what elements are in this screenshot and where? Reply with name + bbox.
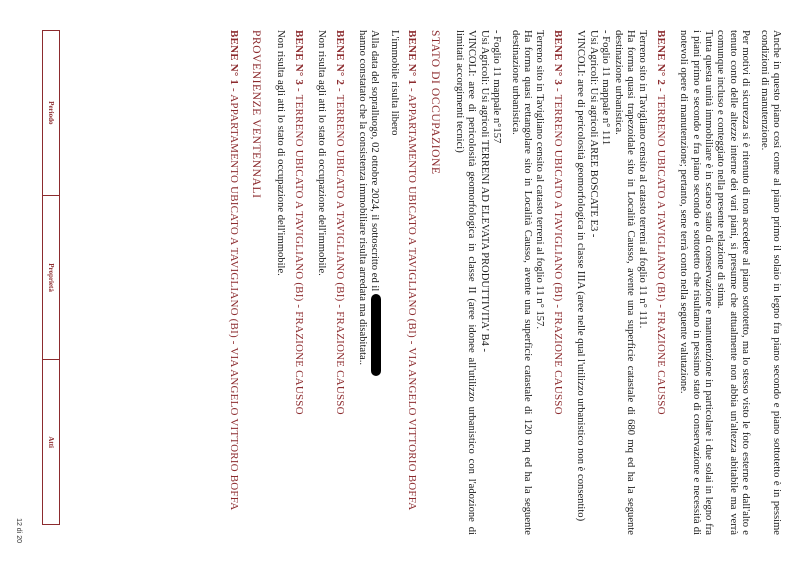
table-header-periodo: Periodo [43,31,59,196]
heading-bene-3: BENE N° 3 - TERRENO UBICATO A TAVIGLIANO (BI) - FRAZIONE CAUSSO [551,30,564,415]
bene-3-line: Terreno sito in Tavigliano censito al catasto terreni al foglio 11 n° 157. [534,30,546,330]
paragraph-solaio: Anche in questo piano così come al piano primo il solaio in legno fra piano secondo e piano sottotetto è in pessime condizioni di manutenzione. [758,30,782,535]
heading-stato-bene-1: BENE N° 1 - APPARTAMENTO UBICATO A TAVIGLIANO (BI) - VIA ANGELO VITTORIO BOFFA [406,30,419,511]
redaction-mark [371,294,381,376]
section-title-stato-occupazione: STATO DI OCCUPAZIONE [428,30,441,175]
heading-stato-bene-3: BENE N° 3 - TERRENO UBICATO A TAVIGLIANO (BI) - FRAZIONE CAUSSO [292,30,305,415]
provenienze-table-header [42,30,60,525]
bene-3-line: Ha forma quasi rettangolare sito in Località Causso, avente una superficie catastale di 120 mq ed ha la seguente destinazione urbanistica. [509,30,534,535]
heading-prov-bene-1: BENE N° 1 - APPARTAMENTO UBICATO A TAVIGLIANO (BI) - VIA ANGELO VITTORIO BOFFA [227,30,240,511]
bene-2-line: Usi Agricoli: Usi agricoli AREE BOSCATE E3 - [587,30,599,238]
stato-bene-3-text: Non risulta agli atti lo stato di occupazione dell'immobile. [275,30,287,276]
bene-2-line: Ha forma quasi trapezoidale sito in Località Causso, avente una superficie catastale di 680 mq ed ha la seguente destinazione urbanistica. [612,30,636,535]
heading-bene-2: BENE N° 2 - TERRENO UBICATO A TAVIGLIANO (BI) - FRAZIONE CAUSSO [654,30,667,415]
bene-2-text: Terreno sito in Tavigliano censito al catasto terreni al foglio 11 n° 111. [637,30,649,329]
section-title-provenienze: PROVENIENZE VENTENNALI [250,30,262,199]
stato-bene-1-sopralluogo: Alla data del sopralluogo, 02 ottobre 2024, il sottoscritto ed il [368,30,381,535]
stato-bene-2-text: Non risulta agli atti lo stato di occupazione dell'immobile. [316,30,328,276]
heading-stato-bene-2: BENE N° 2 - TERRENO UBICATO A TAVIGLIANO (BI) - FRAZIONE CAUSSO [333,30,346,415]
table-header-proprieta: Proprietà [43,196,59,361]
table-header-atti: Atti [47,436,55,449]
bene-3-line: Usi Agricoli: Usi agricoli TERRENI AD ELEVATA PRODUTTIVITA' B4 - [478,30,490,353]
bene-3-line: - Foglio 11 mappale n°157 [491,30,503,144]
bene-3-line: VINCOLI: aree di pericolosità geomorfologica in classe II (aree idonee all'utilizzo urbanistico con l'adozione di limitati accorgimenti tecnici) [454,30,478,535]
bene-2-line: - Foglio 11 mappale n° 111 [600,30,612,146]
page-number: 12 di 20 [15,518,23,543]
stato-bene-1-constatazione: hanno constatato che la consistenza immobiliare risulta arredata ma disabitata.. [357,30,369,366]
bene-2-line: VINCOLI: aree di pericolosità geomorfologica in classe IIIA (aree nelle qual l'utilizzo urbanistico non è consentito) [575,30,587,522]
paragraph-sottotetto: Per motivi di sicurezza si è ritenuto di non accedere al piano sottotetto, ma lo stesso visto le foto esterne e dall'alto e tenuto conto delle altezze interne dei vari piani, si presume che attualmente non abbia un'altezza abitabile ma verrà comunque incluso e conteggiato nella presente relazione di stima. [715,30,752,535]
paragraph-stato-conservazione: Tutta questa unità immobiliare è in scarso stato di conservazione e manutenzione in particolare i due solai in legno fra i piani primo e secondo e fra piano secondo e sottotetto che risultano in pessimo stato di conservazione e necessità di notevoli opere di manutenzione; pertanto, sene terrà conto nella seguente valutazione. [678,30,714,535]
stato-bene-1-libero: L'immobile risulta libero [388,30,400,136]
